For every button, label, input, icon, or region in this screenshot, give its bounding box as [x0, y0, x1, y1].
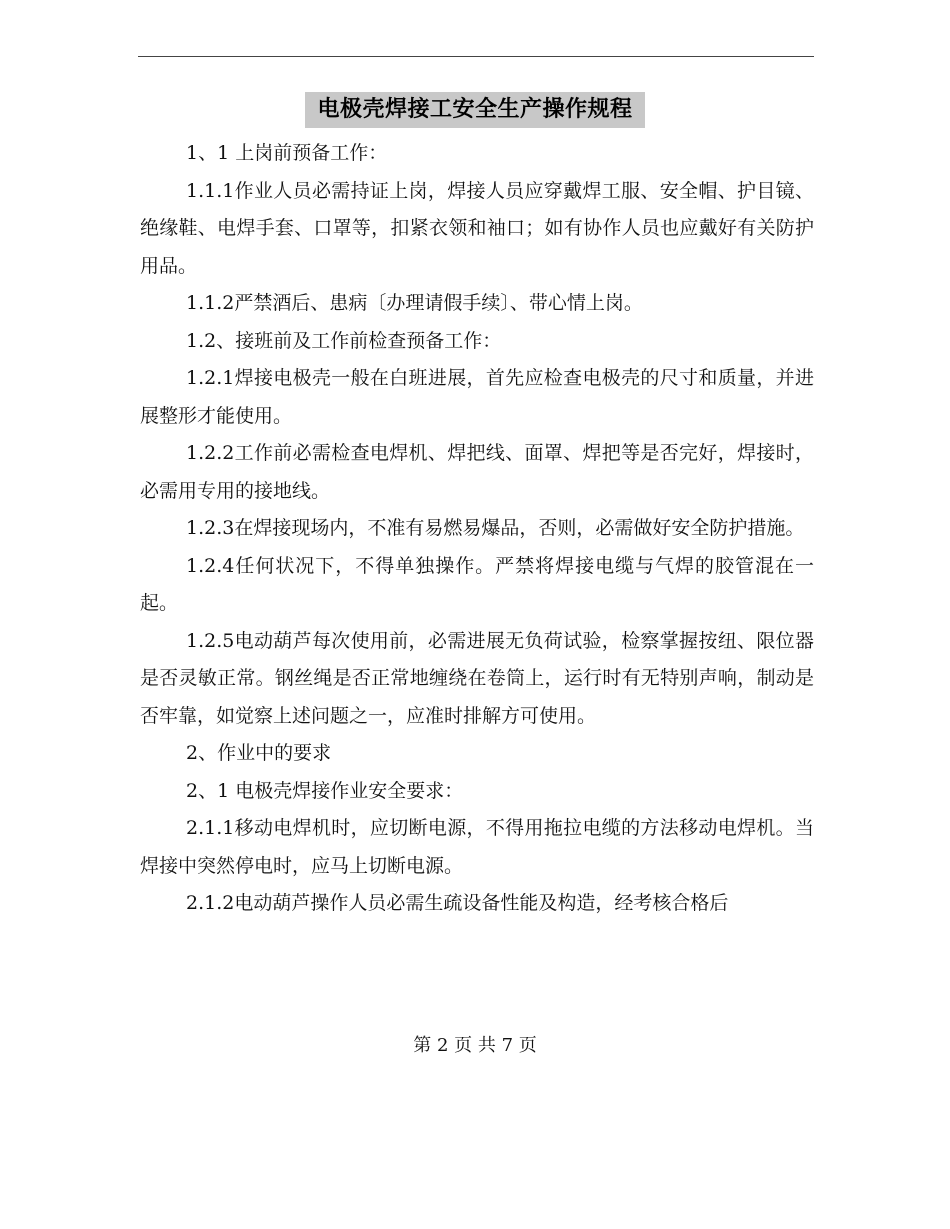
paragraph: 2.1.1移动电焊机时，应切断电源，不得用拖拉电缆的方法移动电焊机。当焊接中突然停电时，应马上切断电源。	[140, 817, 814, 877]
title-container	[0, 92, 950, 128]
paragraph: 1.2、接班前及工作前检查预备工作：	[186, 329, 502, 352]
paragraph: 1.2.5电动葫芦每次使用前，必需进展无负荷试验，检察掌握按纽、限位器是否灵敏正常。钢丝绳是否正常地缠绕在卷筒上，运行时有无特别声响，制动是否牢靠，如觉察上述问题之一，应准时排解方可使用。	[140, 629, 814, 727]
document-title: 电极壳焊接工安全生产操作规程	[305, 92, 644, 128]
paragraph: 1.2.2工作前必需检查电焊机、焊把线、面罩、焊把等是否完好，焊接时，必需用专用的接地线。	[140, 442, 814, 502]
paragraph: 2、作业中的要求	[186, 742, 332, 764]
paragraph: 1.2.4任何状况下，不得单独操作。严禁将焊接电缆与气焊的胶管混在一起。	[140, 554, 814, 614]
paragraph: 2.1.2电动葫芦操作人员必需生疏设备性能及构造，经考核合格后	[186, 892, 729, 914]
paragraph: 1.1.1作业人员必需持证上岗，焊接人员应穿戴焊工服、安全帽、护目镜、绝缘鞋、电焊手套、口罩等，扣紧衣领和袖口；如有协作人员也应戴好有关防护用品。	[140, 179, 814, 277]
paragraph: 1、1 上岗前预备工作：	[186, 142, 388, 164]
paragraph: 1.1.2严禁酒后、患病〔办理请假手续〕、带心情上岗。	[186, 292, 643, 314]
document-body	[140, 135, 814, 923]
paragraph: 1.2.1焊接电极壳一般在白班进展，首先应检查电极壳的尺寸和质量，并进展整形才能使用。	[140, 367, 814, 427]
paragraph: 2、1 电极壳焊接作业安全要求：	[186, 779, 464, 802]
paragraph: 1.2.3在焊接现场内，不准有易燃易爆品，否则，必需做好安全防护措施。	[186, 517, 805, 539]
header-rule	[138, 56, 814, 57]
page-number: 第 2 页 共 7 页	[413, 1035, 537, 1056]
